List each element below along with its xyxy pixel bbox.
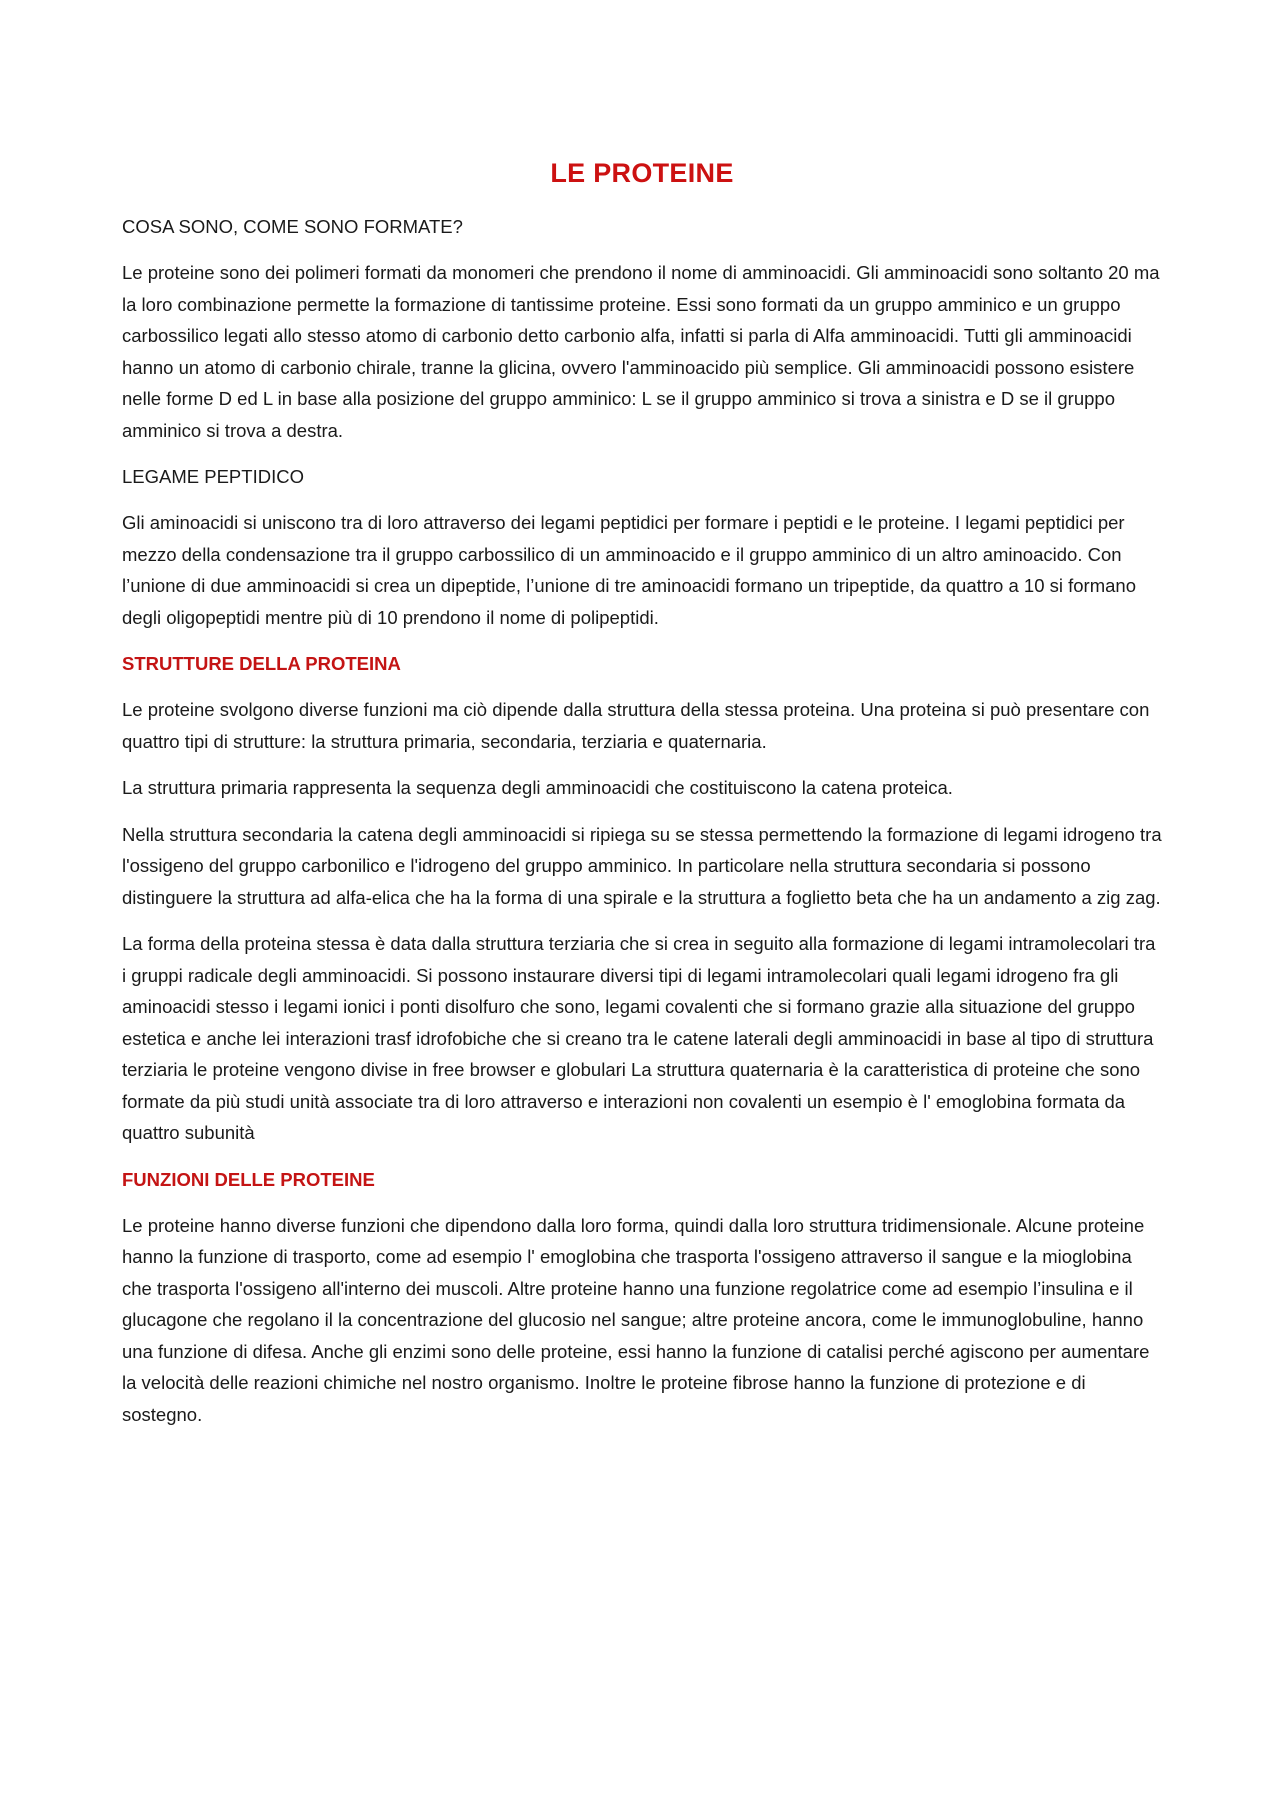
paragraph-legame-peptidico: Gli aminoacidi si uniscono tra di loro attraverso dei legami peptidici per formare i peptidi e le proteine. I legami peptidici per mezzo della condensazione tra il gruppo carbossilico di un amminoacido e il gruppo amminico di un altro aminoacido. Con l’unione di due amminoacidi si crea un dipeptide, l’unione di tre aminoacidi formano un tripeptide, da quattro a 10 si formano degli oligopeptidi mentre più di 10 prendono il nome di polipeptidi.	[122, 512, 1136, 628]
heading-strutture: STRUTTURE DELLA PROTEINA	[122, 653, 401, 674]
paragraph-struttura-primaria: La struttura primaria rappresenta la sequenza degli amminoacidi che costituiscono la catena proteica.	[122, 777, 953, 798]
heading-funzioni: FUNZIONI DELLE PROTEINE	[122, 1168, 375, 1190]
subtitle-legame-peptidico: LEGAME PEPTIDICO	[122, 466, 304, 487]
paragraph-introduzione: Le proteine sono dei polimeri formati da monomeri che prendono il nome di amminoacidi. Gli amminoacidi sono soltanto 20 ma la loro combinazione permette la formazione di tantissime proteine. Essi sono formati da un gruppo amminico e un gruppo carbossilico legati allo stesso atomo di carbonio detto carbonio alfa, infatti si parla di Alfa amminoacidi. Tutti gli amminoacidi hanno un atomo di carbonio chirale, tranne la glicina, ovvero l'amminoacido più semplice. Gli amminoacidi possono esistere nelle forme D ed L in base alla posizione del gruppo amminico: L se il gruppo amminico si trova a sinistra e D se il gruppo amminico si trova a destra.	[122, 262, 1160, 441]
paragraph-strutture-intro: Le proteine svolgono diverse funzioni ma ciò dipende dalla struttura della stessa proteina. Una proteina si può presentare con quattro tipi di strutture: la struttura primaria, secondaria, terziaria e quaternaria.	[122, 699, 1150, 752]
paragraph-funzioni: Le proteine hanno diverse funzioni che dipendono dalla loro forma, quindi dalla loro struttura tridimensionale. Alcune proteine hanno la funzione di trasporto, come ad esempio l' emoglobina che trasporta l'ossigeno attraverso il sangue e la mioglobina che trasporta l'ossigeno all'interno dei muscoli. Altre proteine hanno una funzione regolatrice come ad esempio l’insulina e il glucagone che regolano il la concentrazione del glucosio nel sangue; altre proteine ancora, come le immunoglobuline, hanno una funzione di difesa. Anche gli enzimi sono delle proteine, essi hanno la funzione di catalisi perché agiscono per aumentare la velocità delle reazioni chimiche nel nostro organismo. Inoltre le proteine fibrose hanno la funzione di protezione e di sostegno.	[122, 1214, 1150, 1425]
paragraph-struttura-terziaria: La forma della proteina stessa è data dalla struttura terziaria che si crea in seguito alla formazione di legami intramolecolari tra i gruppi radicale degli amminoacidi. Si possono instaurare diversi tipi di legami intramolecolari quali legami idrogeno fra gli aminoacidi stesso i legami ionici i ponti disolfuro che sono, legami covalenti che si formano grazie alla situazione del gruppo estetica e anche lei interazioni trasf idrofobiche che si creano tra le catene laterali degli amminoacidi in base al tipo di struttura terziaria le proteine vengono divise in free browser e globulari La struttura quaternaria è la caratteristica di proteine che sono formate da più studi unità associate tra di loro attraverso e interazioni non covalenti un esempio è l' emoglobina formata da quattro subunità	[122, 933, 1156, 1143]
document-page	[122, 150, 1162, 1445]
document-title: LE PROTEINE	[550, 158, 734, 188]
paragraph-struttura-secondaria: Nella struttura secondaria la catena degli amminoacidi si ripiega su se stessa permettendo la formazione di legami idrogeno tra l'ossigeno del gruppo carbonilico e l'idrogeno del gruppo amminico. In particolare nella struttura secondaria si possono distinguere la struttura ad alfa-elica che ha la forma di una spirale e la struttura a foglietto beta che ha un andamento a zig zag.	[122, 823, 1162, 908]
subtitle-cosa-sono: COSA SONO, COME SONO FORMATE?	[122, 216, 463, 237]
